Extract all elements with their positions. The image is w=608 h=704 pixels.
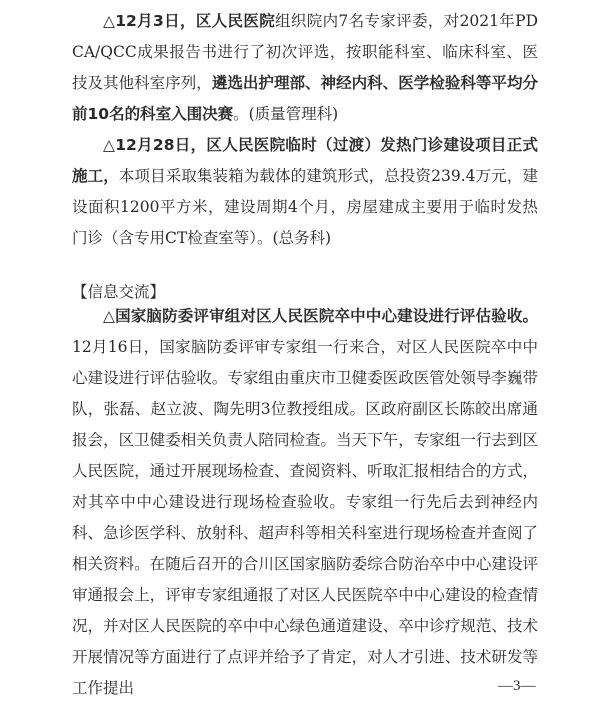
news-item-pdca-highlight: 遴选出护理部、神经内科、医学检验科等平均分前10名的科室入围决赛 — [72, 74, 538, 123]
exchange-item-body: 12月16日，国家脑防委评审专家组一行来合，对区人民医院卒中中心建设进行评估验收。专家组由重庆市卫健委医政医管处领导李巍带队，张磊、赵立波、陶先明3位教授组成。区政府副区长陈皎出席通报会，区卫健委相关负责人陪同检查。当天下午，专家组一行去到区人民医院，通过开展现场检查、查阅资料、听取汇报相结合的方式，对其卒中中心建设进行现场检查验收。专家组一行先后去到神经内科、急诊医学科、放射科、超声科等相关科室进行现场检查并查阅了相关资料。在随后召开的合川区国家脑防委综合防治卒中中心建设评审通报会上，评审专家组通报了对区人民医院卒中中心建设的检查情况，并对区人民医院的卒中中心绿色通道建设、卒中诊疗规范、技术开展情况等方面进行了点评并给予了肯定，对人才引进、技术研发等工作提出 — [72, 338, 538, 697]
section-title-text: 【信息交流】 — [72, 283, 166, 301]
news-item-pdca-body: 组织院内7名专家评委，对2021年PDCA/QCC成果报告书进行了初次评选，按职能科室、临床科室、医技及其他科室序列， — [72, 12, 538, 92]
news-item-fever-clinic — [72, 130, 538, 254]
page-number: —3— — [498, 678, 536, 694]
news-item-pdca-source: 。(质量管理科) — [233, 105, 339, 123]
news-item-pdca — [72, 6, 538, 130]
exchange-item-stroke-center — [72, 301, 538, 704]
news-item-pdca-lead: △12月3日，区人民医院 — [103, 12, 276, 30]
news-item-fever-clinic-body: 本项目采取集装箱为载体的建筑形式，总投资239.4万元，建设面积1200平方米，建设周期4个月，房屋建成主要用于临时发热门诊（含专用CT检查室等）。(总务科) — [72, 167, 538, 247]
news-item-fever-clinic-lead: △12月28日，区人民医院临时（过渡）发热门诊建设项目正式施工， — [72, 136, 538, 185]
exchange-item-lead: △国家脑防委评审组对区人民医院卒中中心建设进行评估验收。 — [103, 307, 538, 325]
